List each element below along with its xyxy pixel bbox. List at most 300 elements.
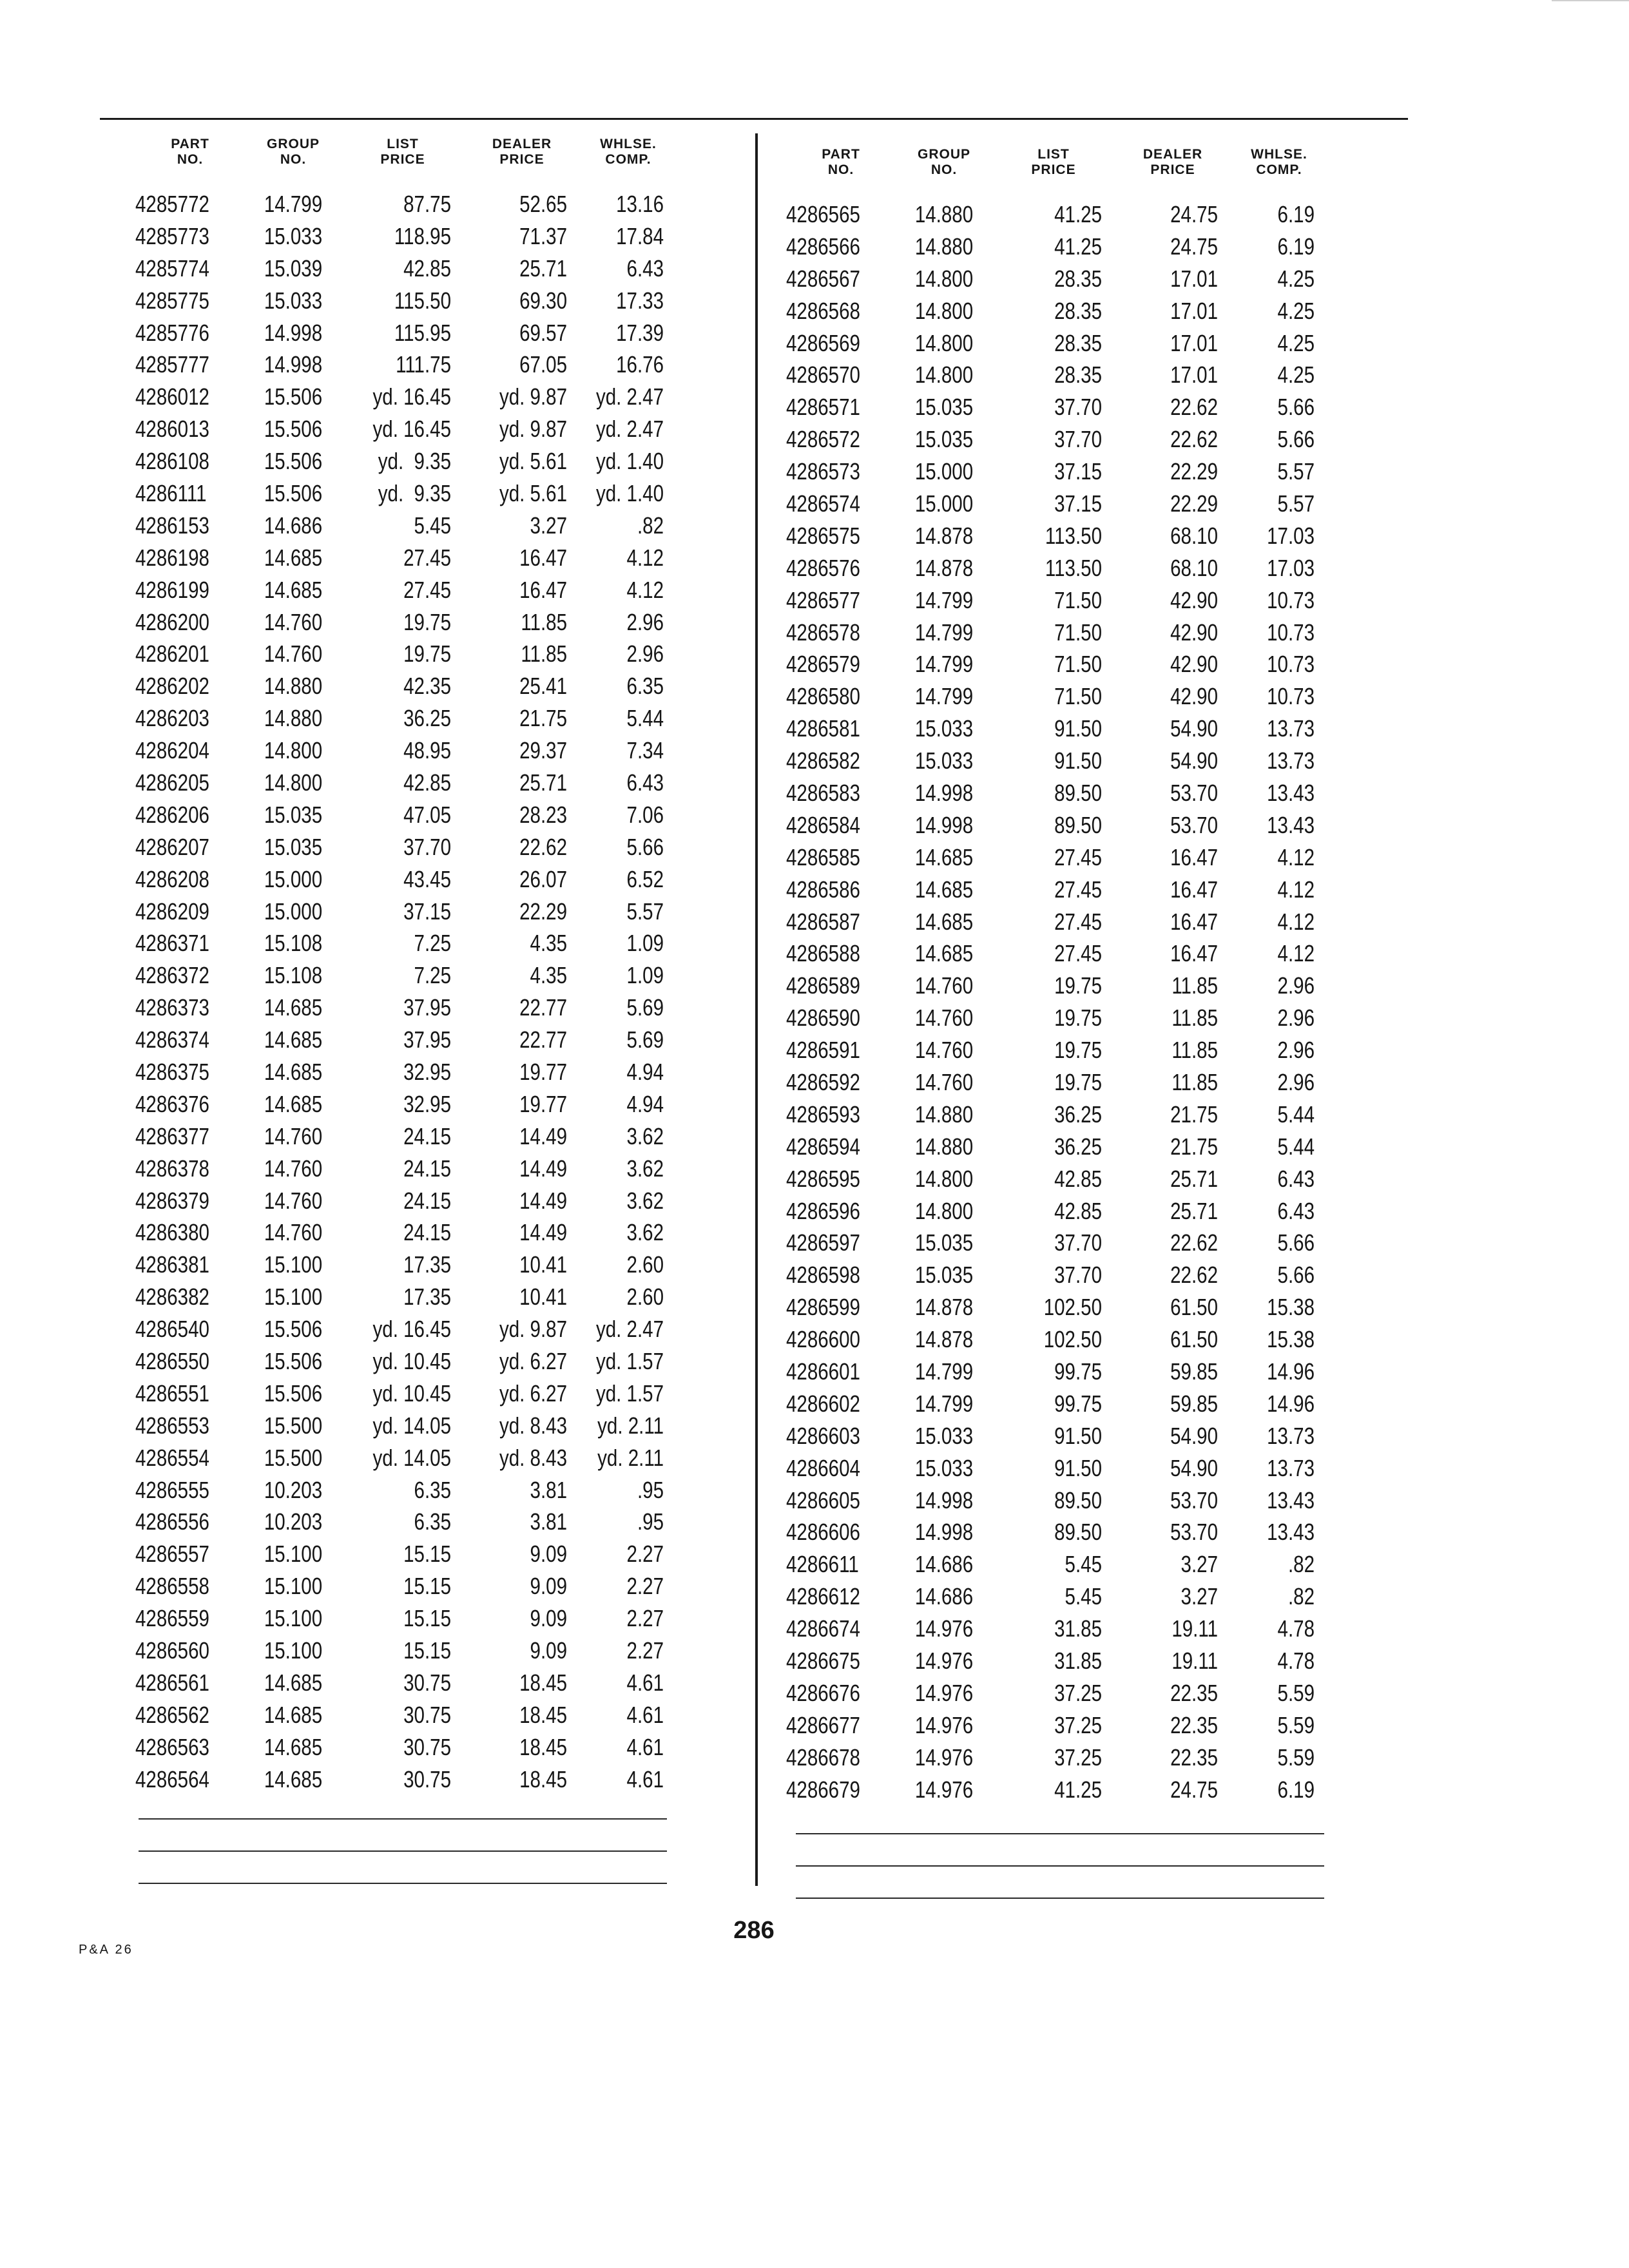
cell-dealer: yd. 8.43	[499, 1444, 567, 1471]
cell-dealer: 69.30	[519, 287, 567, 314]
cell-dealer: 28.23	[519, 801, 567, 828]
cell-part: 4286012	[135, 383, 209, 410]
cell-part: 4286604	[786, 1454, 860, 1481]
cell-dealer: yd. 5.61	[499, 479, 567, 506]
cell-group: 14.760	[264, 608, 323, 635]
table-row	[135, 1345, 702, 1378]
table-row	[786, 1195, 1356, 1227]
cell-group: 15.035	[914, 1229, 974, 1256]
cell-part: 4286596	[786, 1197, 860, 1224]
cell-whlse: 6.43	[626, 769, 664, 796]
cell-part: 4286540	[135, 1316, 209, 1343]
cell-part: 4286206	[135, 801, 209, 828]
cell-whlse: 4.12	[1277, 908, 1315, 935]
cell-group: 14.686	[264, 512, 323, 539]
cell-list: 42.85	[1054, 1165, 1102, 1192]
cell-list: 115.95	[394, 319, 451, 346]
header-whlse-comp: WHLSE. COMP.	[1251, 147, 1307, 177]
table-row	[135, 959, 702, 992]
cell-part: 4286582	[786, 747, 860, 774]
cell-dealer: 14.49	[519, 1219, 567, 1246]
cell-dealer: 67.05	[519, 351, 567, 378]
table-row	[135, 927, 702, 959]
cell-list: 15.15	[403, 1605, 451, 1632]
cell-part: 4286590	[786, 1004, 860, 1032]
cell-whlse: 3.62	[626, 1187, 664, 1214]
table-row	[135, 735, 702, 767]
cell-part: 4286577	[786, 586, 860, 613]
cell-group: 15.035	[914, 394, 974, 421]
table-row	[786, 1485, 1356, 1517]
cell-group: 14.800	[914, 1165, 974, 1192]
cell-group: 15.035	[914, 1262, 974, 1289]
cell-group: 15.108	[264, 962, 323, 989]
cell-whlse: 4.25	[1277, 297, 1315, 324]
table-row	[786, 777, 1356, 809]
cell-whlse: 4.78	[1277, 1648, 1315, 1675]
cell-part: 4286377	[135, 1122, 209, 1149]
cell-group: 15.100	[264, 1605, 323, 1632]
table-row	[786, 1066, 1356, 1099]
cell-list: 28.35	[1054, 265, 1102, 292]
table-row	[786, 1709, 1356, 1742]
header-whlse-comp: WHLSE. COMP.	[600, 137, 657, 167]
cell-dealer: 18.45	[519, 1701, 567, 1728]
table-row	[135, 638, 702, 670]
cell-whlse: yd. 1.57	[595, 1348, 664, 1374]
cell-dealer: 22.62	[1170, 426, 1218, 453]
page-number: 286	[733, 1917, 775, 1944]
table-row	[786, 1645, 1356, 1677]
cell-part: 4285774	[135, 255, 209, 282]
cell-group: 15.033	[914, 1454, 974, 1481]
cell-part: 4286594	[786, 1133, 860, 1160]
cell-part: 4286677	[786, 1711, 860, 1738]
cell-list: 91.50	[1054, 1454, 1102, 1481]
cell-whlse: 6.43	[1277, 1165, 1315, 1192]
cell-group: 14.976	[914, 1615, 974, 1642]
cell-group: 10.203	[264, 1476, 323, 1503]
cell-part: 4286583	[786, 779, 860, 806]
cell-whlse: 14.96	[1267, 1358, 1315, 1385]
cell-group: 14.880	[914, 1100, 974, 1128]
cell-group: 15.033	[914, 1422, 974, 1449]
cell-list: 28.35	[1054, 361, 1102, 389]
cell-whlse: 2.27	[626, 1541, 664, 1568]
cell-list: 89.50	[1054, 811, 1102, 838]
form-code: P&A 26	[79, 1943, 133, 1957]
cell-part: 4286373	[135, 994, 209, 1021]
cell-group: 14.976	[914, 1776, 974, 1803]
table-row	[786, 1774, 1356, 1806]
cell-dealer: 10.41	[519, 1251, 567, 1278]
table-row	[135, 1474, 702, 1506]
cell-group: 14.800	[914, 297, 974, 324]
cell-dealer: 42.90	[1170, 683, 1218, 710]
cell-part: 4286111	[135, 479, 207, 506]
cell-list: 27.45	[1054, 940, 1102, 967]
cell-group: 14.880	[914, 233, 974, 260]
cell-whlse: .82	[1287, 1583, 1315, 1610]
cell-list: 37.95	[403, 994, 451, 1021]
cell-group: 15.500	[264, 1444, 323, 1471]
cell-whlse: yd. 2.11	[597, 1412, 664, 1439]
cell-dealer: 22.77	[519, 1026, 567, 1053]
cell-part: 4286579	[786, 651, 860, 678]
table-row	[135, 1506, 702, 1539]
table-row	[786, 584, 1356, 617]
cell-whlse: 13.16	[616, 190, 664, 217]
cell-group: 15.035	[264, 801, 323, 828]
cell-part: 4286587	[786, 908, 860, 935]
cell-part: 4285772	[135, 190, 209, 217]
cell-list: 27.45	[1054, 908, 1102, 935]
table-row	[786, 391, 1356, 423]
cell-list: 5.45	[414, 512, 451, 539]
table-row	[786, 1323, 1356, 1356]
cell-list: 36.25	[403, 705, 451, 732]
cell-whlse: 15.38	[1267, 1294, 1315, 1321]
cell-whlse: 4.25	[1277, 329, 1315, 356]
cell-dealer: 69.57	[519, 319, 567, 346]
cell-dealer: 11.85	[1171, 972, 1218, 999]
cell-list: 41.25	[1054, 200, 1102, 227]
cell-group: 14.685	[914, 876, 974, 903]
cell-list: 37.70	[1054, 1229, 1102, 1256]
cell-group: 14.800	[264, 737, 323, 764]
cell-part: 4286153	[135, 512, 209, 539]
cell-group: 14.998	[914, 1519, 974, 1546]
cell-list: 111.75	[396, 351, 451, 378]
cell-dealer: 4.35	[530, 930, 567, 957]
cell-part: 4286605	[786, 1486, 860, 1514]
table-row	[786, 359, 1356, 391]
cell-list: yd. 16.45	[372, 416, 451, 443]
cell-group: 14.976	[914, 1711, 974, 1738]
cell-whlse: 10.73	[1267, 619, 1315, 646]
cell-part: 4286381	[135, 1251, 209, 1278]
right-price-table	[786, 147, 1356, 1806]
cell-list: 19.75	[403, 640, 451, 668]
cell-list: 19.75	[1054, 1068, 1102, 1095]
table-row	[135, 767, 702, 799]
cell-dealer: 22.62	[1170, 1262, 1218, 1289]
table-row	[786, 937, 1356, 970]
cell-whlse: 6.52	[626, 865, 664, 892]
cell-group: 14.799	[914, 1390, 974, 1417]
cell-part: 4286575	[786, 522, 860, 549]
cell-part: 4286566	[786, 233, 860, 260]
cell-group: 14.685	[914, 940, 974, 967]
cell-dealer: 71.37	[519, 222, 567, 249]
cell-list: 5.45	[1065, 1551, 1102, 1578]
cell-list: 24.15	[403, 1187, 451, 1214]
cell-whlse: 10.73	[1267, 586, 1315, 613]
cell-list: 47.05	[403, 801, 451, 828]
cell-part: 4286569	[786, 329, 860, 356]
cell-list: 42.85	[1054, 1197, 1102, 1224]
cell-dealer: 18.45	[519, 1669, 567, 1696]
cell-group: 15.506	[264, 479, 323, 506]
cell-dealer: 53.70	[1170, 1519, 1218, 1546]
cell-dealer: 22.29	[1170, 490, 1218, 517]
table-row	[786, 970, 1356, 1002]
table-header	[135, 137, 702, 175]
cell-part: 4286198	[135, 544, 209, 571]
cell-dealer: yd. 6.27	[499, 1379, 567, 1407]
table-row	[135, 1667, 702, 1699]
cell-dealer: yd. 8.43	[499, 1412, 567, 1439]
cell-list: 99.75	[1054, 1358, 1102, 1385]
cell-group: 14.998	[914, 811, 974, 838]
cell-dealer: 42.90	[1170, 619, 1218, 646]
cell-dealer: 25.71	[1170, 1165, 1218, 1192]
cell-group: 14.878	[914, 554, 974, 581]
cell-whlse: 6.43	[1277, 1197, 1315, 1224]
cell-list: 91.50	[1054, 1422, 1102, 1449]
cell-dealer: 17.01	[1170, 329, 1218, 356]
cell-group: 15.100	[264, 1637, 323, 1664]
cell-group: 14.998	[914, 1486, 974, 1514]
cell-part: 4286611	[786, 1551, 859, 1578]
cell-group: 14.685	[264, 544, 323, 571]
table-row	[135, 1088, 702, 1120]
cell-group: 15.039	[264, 255, 323, 282]
cell-part: 4286612	[786, 1583, 860, 1610]
table-row	[135, 1442, 702, 1474]
cell-list: 6.35	[414, 1508, 451, 1535]
table-row	[786, 906, 1356, 938]
cell-part: 4286679	[786, 1776, 860, 1803]
cell-dealer: 22.29	[1170, 458, 1218, 485]
table-row	[135, 1602, 702, 1635]
table-row	[135, 1570, 702, 1602]
cell-whlse: 17.03	[1267, 522, 1315, 549]
cell-dealer: yd. 5.61	[499, 448, 567, 475]
cell-list: yd. 14.05	[372, 1444, 451, 1471]
cell-list: 32.95	[403, 1090, 451, 1117]
cell-group: 14.878	[914, 1326, 974, 1353]
table-row	[786, 874, 1356, 906]
blank-entry-lines	[796, 1833, 1324, 1930]
cell-list: 31.85	[1054, 1648, 1102, 1675]
cell-group: 15.000	[914, 490, 974, 517]
cell-whlse: 1.09	[626, 930, 664, 957]
cell-group: 15.100	[264, 1283, 323, 1311]
table-row	[786, 263, 1356, 295]
cell-part: 4286560	[135, 1637, 209, 1664]
cell-list: 15.15	[403, 1573, 451, 1600]
cell-part: 4286013	[135, 416, 209, 443]
table-row	[135, 992, 702, 1024]
cell-group: 15.506	[264, 416, 323, 443]
cell-dealer: 14.49	[519, 1122, 567, 1149]
cell-dealer: 16.47	[1170, 908, 1218, 935]
table-row	[135, 1024, 702, 1056]
cell-whlse: yd. 2.11	[597, 1444, 664, 1471]
cell-part: 4286564	[135, 1765, 209, 1792]
table-row	[135, 477, 702, 510]
table-row	[135, 606, 702, 639]
cell-part: 4286589	[786, 972, 860, 999]
cell-whlse: 7.34	[626, 737, 664, 764]
cell-whlse: .82	[637, 512, 664, 539]
cell-whlse: 13.73	[1267, 1454, 1315, 1481]
cell-list: 31.85	[1054, 1615, 1102, 1642]
cell-whlse: 10.73	[1267, 683, 1315, 710]
cell-group: 14.760	[914, 1068, 974, 1095]
cell-list: 42.85	[403, 255, 451, 282]
table-row	[135, 574, 702, 606]
cell-group: 15.033	[914, 747, 974, 774]
cell-group: 15.506	[264, 1379, 323, 1407]
cell-part: 4286571	[786, 394, 860, 421]
cell-list: 24.15	[403, 1155, 451, 1182]
cell-list: 89.50	[1054, 1486, 1102, 1514]
table-row	[135, 381, 702, 413]
cell-list: 71.50	[1054, 683, 1102, 710]
cell-group: 14.799	[914, 586, 974, 613]
cell-part: 4286585	[786, 843, 860, 870]
cell-part: 4286676	[786, 1679, 860, 1706]
cell-dealer: 29.37	[519, 737, 567, 764]
cell-whlse: 3.62	[626, 1122, 664, 1149]
cell-list: 118.95	[394, 222, 451, 249]
cell-dealer: 54.90	[1170, 747, 1218, 774]
table-row	[786, 1034, 1356, 1066]
table-row	[135, 349, 702, 381]
cell-dealer: 19.77	[519, 1058, 567, 1085]
cell-group: 14.998	[264, 319, 323, 346]
table-row	[135, 896, 702, 928]
cell-list: 27.45	[1054, 876, 1102, 903]
cell-group: 14.685	[264, 994, 323, 1021]
table-row	[786, 1131, 1356, 1163]
cell-list: 115.50	[394, 287, 451, 314]
cell-whlse: 5.44	[626, 705, 664, 732]
cell-part: 4286597	[786, 1229, 860, 1256]
cell-list: 42.35	[403, 673, 451, 700]
cell-whlse: 5.66	[1277, 426, 1315, 453]
cell-dealer: 21.75	[1170, 1133, 1218, 1160]
cell-dealer: 53.70	[1170, 1486, 1218, 1514]
cell-dealer: 9.09	[530, 1541, 567, 1568]
cell-part: 4286567	[786, 265, 860, 292]
cell-list: 30.75	[403, 1669, 451, 1696]
cell-whlse: yd. 1.57	[595, 1379, 664, 1407]
cell-list: 71.50	[1054, 619, 1102, 646]
cell-list: 37.15	[1054, 490, 1102, 517]
cell-part: 4286678	[786, 1744, 860, 1771]
cell-dealer: 22.62	[1170, 1229, 1218, 1256]
cell-dealer: 22.35	[1170, 1679, 1218, 1706]
cell-group: 15.000	[264, 865, 323, 892]
cell-group: 14.880	[914, 200, 974, 227]
cell-whlse: 15.38	[1267, 1326, 1315, 1353]
table-row	[786, 1677, 1356, 1709]
cell-part: 4286207	[135, 833, 209, 860]
cell-group: 14.800	[264, 769, 323, 796]
cell-group: 14.880	[914, 1133, 974, 1160]
cell-whlse: .82	[1287, 1551, 1315, 1578]
cell-part: 4286581	[786, 715, 860, 742]
table-row	[135, 1056, 702, 1088]
table-row	[135, 253, 702, 285]
cell-list: 17.35	[403, 1251, 451, 1278]
top-rule	[100, 118, 1408, 120]
cell-group: 15.506	[264, 1348, 323, 1374]
table-row	[135, 220, 702, 253]
cell-part: 4286201	[135, 640, 209, 668]
cell-part: 4286378	[135, 1155, 209, 1182]
cell-whlse: 6.35	[626, 673, 664, 700]
cell-group: 10.203	[264, 1508, 323, 1535]
table-row	[786, 520, 1356, 552]
cell-whlse: 3.62	[626, 1219, 664, 1246]
cell-part: 4286586	[786, 876, 860, 903]
cell-dealer: 53.70	[1170, 811, 1218, 838]
cell-part: 4286204	[135, 737, 209, 764]
cell-part: 4286375	[135, 1058, 209, 1085]
cell-whlse: 2.27	[626, 1605, 664, 1632]
cell-dealer: 3.81	[530, 1508, 567, 1535]
cell-dealer: 22.35	[1170, 1711, 1218, 1738]
left-price-table	[135, 137, 702, 1796]
cell-list: 5.45	[1065, 1583, 1102, 1610]
cell-dealer: 19.11	[1171, 1615, 1218, 1642]
cell-list: 30.75	[403, 1701, 451, 1728]
cell-group: 15.506	[264, 383, 323, 410]
cell-part: 4285777	[135, 351, 209, 378]
cell-group: 14.760	[914, 972, 974, 999]
cell-part: 4286574	[786, 490, 860, 517]
cell-whlse: 13.43	[1267, 811, 1315, 838]
table-row	[786, 1227, 1356, 1260]
cell-list: 102.50	[1043, 1294, 1102, 1321]
cell-group: 14.685	[264, 1765, 323, 1792]
cell-list: 37.70	[1054, 426, 1102, 453]
cell-group: 14.760	[264, 640, 323, 668]
cell-dealer: 3.27	[1181, 1551, 1218, 1578]
cell-dealer: 61.50	[1170, 1326, 1218, 1353]
cell-whlse: 4.12	[626, 544, 664, 571]
cell-part: 4286603	[786, 1422, 860, 1449]
cell-whlse: 4.61	[626, 1701, 664, 1728]
cell-whlse: .95	[637, 1476, 664, 1503]
cell-list: 19.75	[1054, 1004, 1102, 1032]
cell-list: 15.15	[403, 1637, 451, 1664]
cell-dealer: 16.47	[519, 576, 567, 603]
table-row	[135, 831, 702, 863]
cell-dealer: yd. 6.27	[499, 1348, 567, 1374]
cell-dealer: 14.49	[519, 1187, 567, 1214]
table-row	[786, 295, 1356, 327]
table-row	[786, 617, 1356, 649]
cell-group: 15.035	[264, 833, 323, 860]
cell-group: 15.033	[264, 222, 323, 249]
cell-list: 24.15	[403, 1219, 451, 1246]
cell-part: 4286602	[786, 1390, 860, 1417]
cell-whlse: 3.62	[626, 1155, 664, 1182]
cell-group: 14.799	[914, 619, 974, 646]
cell-dealer: 22.77	[519, 994, 567, 1021]
cell-part: 4286576	[786, 554, 860, 581]
cell-list: 99.75	[1054, 1390, 1102, 1417]
table-row	[786, 841, 1356, 874]
cell-list: 27.45	[403, 576, 451, 603]
cell-list: 91.50	[1054, 747, 1102, 774]
table-row	[786, 1259, 1356, 1291]
